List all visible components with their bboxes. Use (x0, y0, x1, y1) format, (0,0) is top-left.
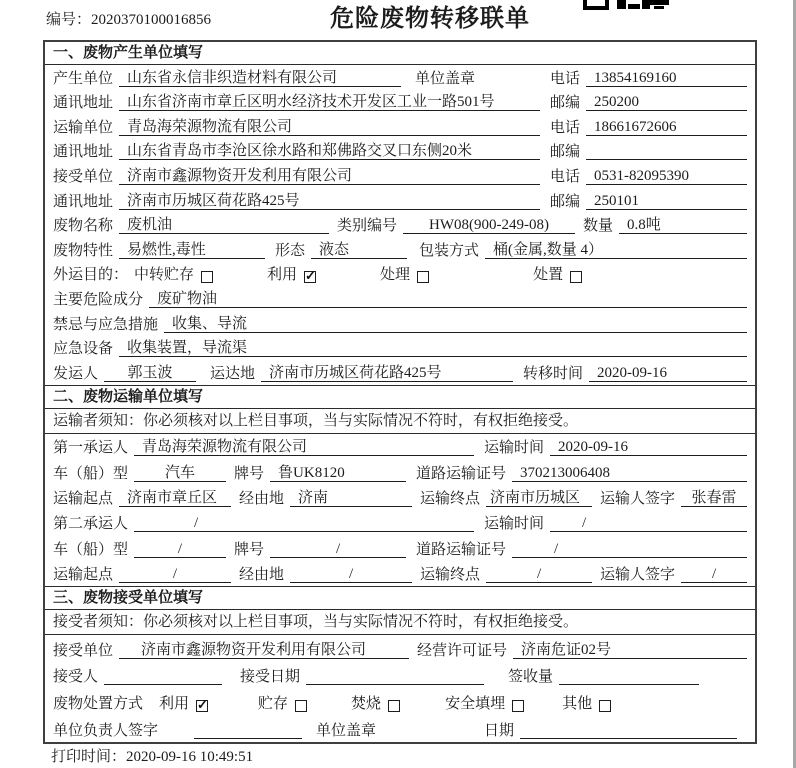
row-manager-signature (45, 715, 755, 742)
option-label: 处理 (380, 267, 411, 284)
phone-label: 电话 (550, 168, 581, 185)
producer-label: 产生单位 (53, 70, 114, 87)
manager-sign-value-blank (194, 738, 302, 739)
phone-label: 电话 (550, 119, 581, 136)
transfer-form (43, 40, 757, 744)
option-label: 处置 (533, 267, 564, 284)
destination-value: 济南市历城区荷花路425号 (261, 366, 513, 382)
transfer-time-label: 转移时间 (523, 365, 584, 382)
zip-label: 邮编 (550, 144, 581, 161)
waste-name-label: 废物名称 (53, 218, 114, 235)
receive-unit-label: 接受单位 (53, 642, 114, 659)
phone-value: 0531-82095390 (586, 169, 747, 185)
row-hazard-components (45, 286, 755, 311)
origin-label: 运输起点 (53, 567, 114, 584)
hazard-value: 废矿物油 (149, 292, 747, 308)
origin-label: 运输起点 (53, 490, 114, 507)
zip-value-blank (586, 159, 747, 160)
zip-label: 邮编 (550, 95, 581, 112)
plate-value: 鲁UK8120 (270, 466, 406, 482)
producer-value: 山东省永信非织造材料有限公司 (119, 71, 401, 87)
option-label: 焚烧 (351, 696, 382, 713)
row-second-vehicle (45, 535, 755, 560)
address-value: 山东省青岛市李沧区徐水路和郑佛路交叉口东侧20米 (119, 144, 540, 160)
plate-label: 牌号 (234, 465, 265, 482)
trait-label: 废物特性 (53, 242, 114, 259)
serial-label: 编号： (46, 12, 92, 28)
option-utilize (159, 697, 208, 712)
print-time-value: 2020-09-16 10:49:51 (126, 749, 254, 765)
receive-person-label: 接受人 (53, 669, 99, 686)
row-receive-person (45, 662, 755, 689)
row-first-route (45, 485, 755, 510)
row-producer (45, 65, 755, 90)
taboo-label: 禁忌与应急措施 (53, 316, 159, 333)
option-label: 安全填埋 (445, 696, 506, 713)
vehicle-type-value-blank: / (134, 542, 226, 558)
row-waste-trait (45, 237, 755, 262)
carrier-value: 青岛海荣源物流有限公司 (134, 440, 474, 456)
equipment-label: 应急设备 (53, 341, 114, 358)
origin-value: 济南市章丘区 (119, 491, 231, 507)
signed-amount-value-blank (559, 684, 699, 685)
road-license-value-blank: / (512, 542, 747, 558)
carrier-sign-label: 运输人签字 (600, 490, 676, 507)
transport-time-label: 运输时间 (484, 440, 545, 457)
option-incinerate (351, 697, 400, 712)
zip-value: 250200 (586, 95, 747, 111)
checkbox-icon (304, 271, 316, 283)
phone-value: 13854169160 (586, 71, 747, 87)
destination-label: 运达地 (210, 365, 256, 382)
vehicle-type-label: 车（船）型 (53, 541, 129, 558)
unit-seal-label: 单位盖章 (316, 722, 377, 739)
origin-value-blank: / (119, 567, 231, 583)
checkbox-icon (196, 700, 208, 712)
carrier-label: 第一承运人 (53, 440, 129, 457)
checkbox-icon (570, 271, 582, 283)
transport-time-value: 2020-09-16 (550, 440, 747, 456)
option-label: 利用 (267, 267, 298, 284)
option-storage (258, 697, 307, 712)
address-value: 济南市历城区荷花路425号 (119, 194, 540, 210)
signed-amount-label: 签收量 (508, 669, 554, 686)
hazard-label: 主要危险成分 (53, 291, 144, 308)
option-label: 利用 (159, 696, 190, 713)
address-value: 山东省济南市章丘区明水经济技术开发区工业一路501号 (119, 95, 540, 111)
category-value: HW08(900-249-08) (403, 218, 575, 234)
checkbox-icon (599, 700, 611, 712)
via-value: 济南 (290, 491, 412, 507)
option-label: 其他 (562, 696, 593, 713)
checkbox-icon (388, 700, 400, 712)
address-label: 通讯地址 (53, 144, 114, 161)
form-value: 液态 (311, 243, 407, 259)
page-title: 危险废物转移联单 (330, 6, 530, 32)
row-waste-name (45, 213, 755, 238)
sender-label: 发运人 (53, 365, 99, 382)
option-treat (380, 268, 429, 283)
serial-number-line (46, 13, 211, 28)
qr-code-fragment-icon (583, 0, 669, 10)
row-first-vehicle (45, 459, 755, 484)
row-disposal-method (45, 688, 755, 715)
transporter-notice: 运输者须知：你必须核对以上栏目事项，当与实际情况不符时，有权拒绝接受。 (45, 409, 755, 434)
date-label: 日期 (484, 722, 515, 739)
row-second-route (45, 561, 755, 586)
receiver-notice: 接受者须知：你必须核对以上栏目事项，当与实际情况不符时，有权拒绝接受。 (45, 610, 755, 635)
section3-heading: 三、废物接受单位填写 (45, 586, 755, 610)
via-label: 经由地 (239, 490, 285, 507)
transport-time-value-blank: / (550, 516, 747, 532)
option-dispose (533, 268, 582, 283)
option-label: 贮存 (258, 696, 289, 713)
receive-date-label: 接受日期 (240, 669, 301, 686)
phone-label: 电话 (550, 70, 581, 87)
option-transfer-storage (134, 268, 213, 283)
endpoint-value-blank: / (486, 567, 592, 583)
via-label: 经由地 (239, 567, 285, 584)
row-transport-purpose (45, 262, 755, 287)
section1-heading: 一、废物产生单位填写 (45, 42, 755, 65)
row-second-carrier (45, 510, 755, 535)
sender-value: 郭玉波 (104, 366, 196, 382)
packing-label: 包装方式 (419, 242, 480, 259)
carrier-sign-label: 运输人签字 (600, 567, 676, 584)
print-time-line (51, 750, 253, 765)
phone-value: 18661672606 (586, 120, 747, 136)
road-license-label: 道路运输证号 (416, 541, 507, 558)
plate-label: 牌号 (234, 541, 265, 558)
receive-unit-value: 济南市鑫源物资开发利用有限公司 (119, 643, 409, 659)
transfer-time-value: 2020-09-16 (589, 366, 747, 382)
row-sender (45, 360, 755, 385)
carrier-sign-value: 张春雷 (681, 491, 747, 507)
receiver-label: 接受单位 (53, 168, 114, 185)
quantity-value: 0.8吨 (619, 218, 747, 234)
carrier-value-blank: / (134, 516, 474, 532)
permit-label: 经营许可证号 (417, 642, 508, 659)
row-producer-address (45, 90, 755, 115)
category-label: 类别编号 (337, 218, 398, 235)
endpoint-label: 运输终点 (420, 567, 481, 584)
trait-value: 易燃性,毒性 (119, 243, 265, 259)
plate-value-blank: / (270, 542, 406, 558)
serial-value: 2020370100016856 (91, 12, 212, 28)
vehicle-type-label: 车（船）型 (53, 465, 129, 482)
receive-date-value-blank (306, 684, 484, 685)
carrier-label: 第二承运人 (53, 516, 129, 533)
row-receive-unit (45, 635, 755, 662)
option-label: 中转贮存 (134, 267, 195, 284)
permit-value: 济南危证02号 (513, 643, 747, 659)
form-label: 形态 (275, 242, 306, 259)
transporter-label: 运输单位 (53, 119, 114, 136)
print-time-label: 打印时间： (51, 749, 127, 765)
row-receiver-address (45, 188, 755, 213)
taboo-value: 收集、导流 (164, 317, 747, 333)
via-value-blank: / (290, 567, 412, 583)
row-taboo-measures (45, 311, 755, 336)
row-emergency-equipment (45, 336, 755, 361)
option-utilize (267, 268, 316, 283)
option-landfill (445, 697, 524, 712)
option-other (562, 697, 611, 712)
date-value-blank (520, 738, 737, 739)
zip-label: 邮编 (550, 193, 581, 210)
endpoint-label: 运输终点 (420, 490, 481, 507)
purpose-label: 外运目的： (53, 267, 129, 284)
row-receiver (45, 163, 755, 188)
unit-seal-label: 单位盖章 (415, 70, 476, 87)
row-first-carrier (45, 434, 755, 459)
vehicle-type-value: 汽车 (134, 466, 226, 482)
address-label: 通讯地址 (53, 193, 114, 210)
packing-value: 桶(金属,数量 4） (485, 243, 747, 259)
checkbox-icon (417, 271, 429, 283)
waste-name-value: 废机油 (119, 218, 329, 234)
carrier-sign-value-blank: / (681, 567, 747, 583)
checkbox-icon (512, 700, 524, 712)
checkbox-icon (295, 700, 307, 712)
equipment-value: 收集装置，导流渠 (119, 341, 747, 357)
road-license-label: 道路运输证号 (416, 465, 507, 482)
address-label: 通讯地址 (53, 95, 114, 112)
road-license-value: 370213006408 (512, 466, 747, 482)
disposal-label: 废物处置方式 (53, 696, 144, 713)
zip-value: 250101 (586, 194, 747, 210)
checkbox-icon (201, 271, 213, 283)
receive-person-value-blank (104, 684, 222, 685)
section2-heading: 二、废物运输单位填写 (45, 385, 755, 409)
transport-time-label: 运输时间 (484, 516, 545, 533)
row-transporter-address (45, 139, 755, 164)
receiver-value: 济南市鑫源物资开发利用有限公司 (119, 169, 540, 185)
endpoint-value: 济南市历城区 (486, 491, 592, 507)
row-transporter (45, 114, 755, 139)
quantity-label: 数量 (583, 218, 614, 235)
manager-sign-label: 单位负责人签字 (53, 722, 159, 739)
transporter-value: 青岛海荣源物流有限公司 (119, 120, 540, 136)
